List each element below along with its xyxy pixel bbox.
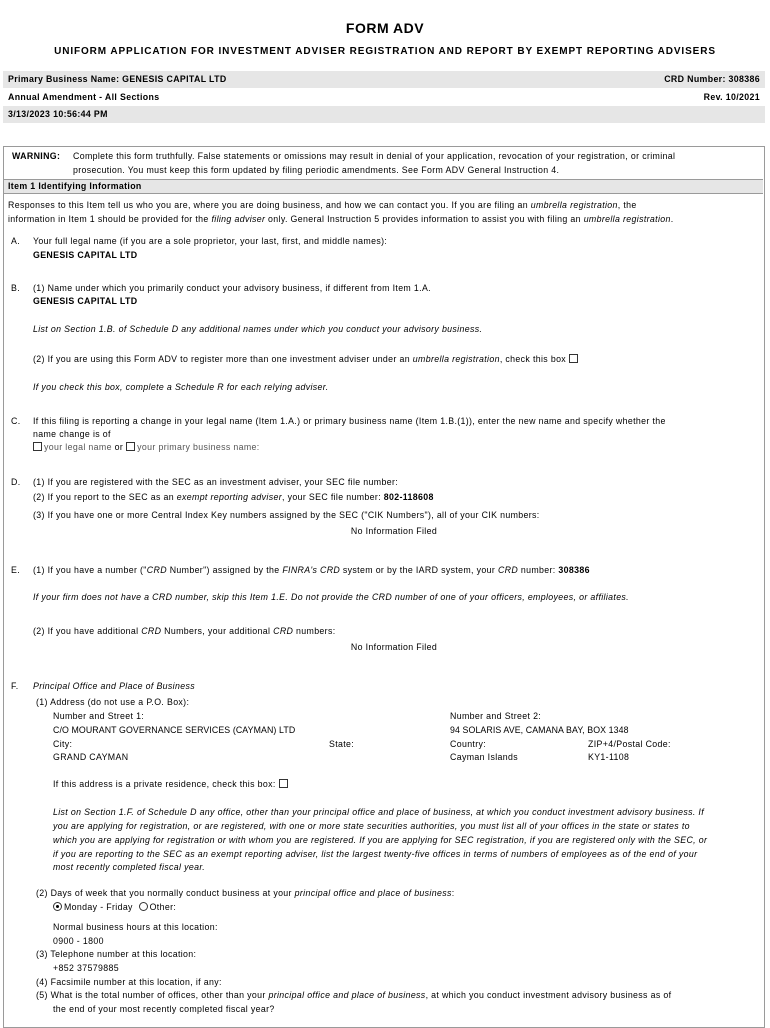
item-b-letter: B.	[11, 283, 21, 293]
item-d-letter: D.	[11, 477, 21, 487]
state-label: State:	[329, 739, 355, 749]
item-e1-question: (1) If you have a number ("CRD Number") assigned by the FINRA's CRD system or by the IARD system, your CRD number: 308386	[33, 565, 590, 575]
header-band-2	[3, 106, 765, 123]
other-days-radio[interactable]	[139, 902, 148, 911]
primary-business-name: Primary Business Name: GENESIS CAPITAL LTD	[8, 74, 227, 84]
item1-intro-line-1: Responses to this Item tell us who you are, where you are doing business, and how we can contact you. If you are filing an umbrella registration, the	[8, 200, 637, 210]
street2-value: 94 SOLARIS AVE, CAMANA BAY, BOX 1348	[450, 725, 629, 735]
item-d3-value: No Information Filed	[350, 526, 438, 536]
item-a-legal-name: GENESIS CAPITAL LTD	[33, 250, 138, 260]
item-f4-question: (4) Facsimile number at this location, if any:	[36, 977, 222, 987]
zip-label: ZIP+4/Postal Code:	[588, 739, 671, 749]
timestamp: 3/13/2023 10:56:44 PM	[8, 109, 108, 119]
item-a-question: Your full legal name (if you are a sole proprietor, your last, first, and middle names):	[33, 236, 388, 246]
item1-heading: Item 1 Identifying Information	[8, 181, 142, 191]
item-d1-question: (1) If you are registered with the SEC as an investment adviser, your SEC file number:	[33, 477, 399, 487]
warning-label: WARNING:	[12, 151, 61, 161]
item-c-letter: C.	[11, 416, 21, 426]
item-b2-note: If you check this box, complete a Schedule R for each relying adviser.	[33, 382, 329, 392]
business-hours-value: 0900 - 1800	[53, 936, 104, 946]
item-f1-question: (1) Address (do not use a P.O. Box):	[36, 697, 190, 707]
item-e-letter: E.	[11, 565, 21, 575]
item-d2-question: (2) If you report to the SEC as an exempt reporting adviser, your SEC file number: 802-118608	[33, 492, 434, 502]
item-b1-business-name: GENESIS CAPITAL LTD	[33, 296, 138, 306]
city-label: City:	[53, 739, 73, 749]
warning-line-2: prosecution. You must keep this form updated by filing periodic amendments. See Form ADV General Instruction 4.	[73, 165, 560, 175]
form-subtitle: UNIFORM APPLICATION FOR INVESTMENT ADVISER REGISTRATION AND REPORT BY EXEMPT REPORTING ADVISERS	[54, 46, 716, 57]
zip-value: KY1-1108	[588, 752, 630, 762]
warning-line-1: Complete this form truthfully. False statements or omissions may result in denial of your application, revocation of your registration, or criminal	[73, 151, 676, 161]
crd-number: CRD Number: 308386	[664, 74, 760, 84]
monday-friday-radio[interactable]	[53, 902, 62, 911]
item-e-note: If your firm does not have a CRD number, skip this Item 1.E. Do not provide the CRD number of one of your officers, employees, or affiliates.	[33, 592, 629, 602]
amendment-type: Annual Amendment - All Sections	[8, 92, 160, 102]
item-f-letter: F.	[11, 681, 19, 691]
item-f-list-line-4: if you are reporting to the SEC as an exempt reporting adviser, list the largest twenty-five offices in terms of numbers of employees as of the end of your	[53, 849, 698, 859]
street1-label: Number and Street 1:	[53, 711, 145, 721]
item-f2-question: (2) Days of week that you normally conduct business at your principal office and place of business:	[36, 888, 455, 898]
item-c-question-1: If this filing is reporting a change in your legal name (Item 1.A.) or primary business name (Item 1.B.(1)), enter the new name and specify whether the	[33, 416, 666, 426]
item-b1-question: (1) Name under which you primarily conduct your advisory business, if different from Item 1.A.	[33, 283, 431, 293]
country-value: Cayman Islands	[450, 752, 518, 762]
item-f3-question: (3) Telephone number at this location:	[36, 949, 197, 959]
private-residence-question: If this address is a private residence, check this box:	[53, 779, 290, 789]
business-days-options: Monday - Friday Other:	[50, 902, 176, 912]
revision: Rev. 10/2021	[703, 92, 760, 102]
legal-name-change-checkbox[interactable]	[33, 442, 42, 451]
item-f-list-line-2: you are applying for registration, or are registered, with one or more state securities authorities, you must list all of your offices in the state or states to	[53, 821, 690, 831]
city-value: GRAND CAYMAN	[53, 752, 129, 762]
item-c-question-2: name change is of	[33, 429, 111, 439]
item-f-list-line-5: most recently completed fiscal year.	[53, 862, 206, 872]
private-residence-checkbox[interactable]	[279, 779, 288, 788]
business-hours-label: Normal business hours at this location:	[53, 922, 218, 932]
item-c-options: your legal name or your primary business name:	[30, 442, 260, 452]
item-a-letter: A.	[11, 236, 21, 246]
item-f5-question: (5) What is the total number of offices, other than your principal office and place of business, at which you conduct investment advisory business as of	[36, 990, 672, 1000]
item-b2-question: (2) If you are using this Form ADV to register more than one investment adviser under an umbrella registration, check this box	[33, 354, 580, 364]
country-label: Country:	[450, 739, 487, 749]
item-f5-question-2: the end of your most recently completed fiscal year?	[53, 1004, 275, 1014]
telephone-value: +852 37579885	[53, 963, 119, 973]
street2-label: Number and Street 2:	[450, 711, 542, 721]
item1-intro-line-2: information in Item 1 should be provided for the filing adviser only. General Instruction 5 provides information to assist you with filing an umbrella registration.	[8, 214, 674, 224]
item-f-title: Principal Office and Place of Business	[33, 681, 195, 691]
item-e2-value: No Information Filed	[350, 642, 438, 652]
item-b-schedule-note: List on Section 1.B. of Schedule D any additional names under which you conduct your advisory business.	[33, 324, 483, 334]
item-f-list-line-1: List on Section 1.F. of Schedule D any office, other than your principal office and place of business, at which you conduct investment advisory business. If	[53, 807, 705, 817]
umbrella-registration-checkbox[interactable]	[569, 354, 578, 363]
item-f-list-line-3: which you are applying for registration or with whom you are registered. If you are applying for SEC registration, if you are registered only with the SEC, or	[53, 835, 708, 845]
form-title: FORM ADV	[345, 20, 425, 36]
item-d3-question: (3) If you have one or more Central Index Key numbers assigned by the SEC ("CIK Numbers"), all of your CIK numbers:	[33, 510, 540, 520]
street1-value: C/O MOURANT GOVERNANCE SERVICES (CAYMAN) LTD	[53, 725, 296, 735]
item-e2-question: (2) If you have additional CRD Numbers, your additional CRD numbers:	[33, 626, 336, 636]
business-name-change-checkbox[interactable]	[126, 442, 135, 451]
